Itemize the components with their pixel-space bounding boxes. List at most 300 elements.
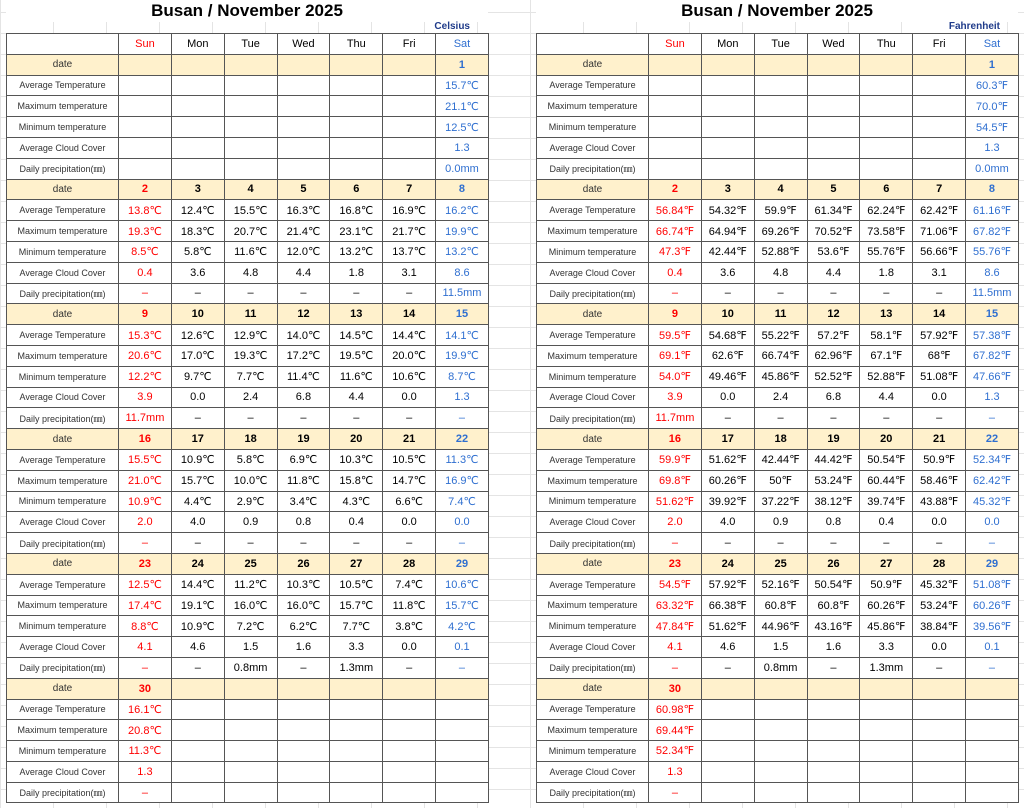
value-cell[interactable] (649, 158, 702, 179)
value-cell[interactable]: 6.8 (277, 387, 330, 408)
value-cell[interactable]: 1.3 (436, 137, 489, 158)
date-cell[interactable] (277, 54, 330, 75)
value-cell[interactable]: 0.0 (436, 512, 489, 533)
value-cell[interactable] (436, 720, 489, 741)
value-cell[interactable] (807, 117, 860, 138)
value-cell[interactable] (277, 96, 330, 117)
row-label[interactable]: Maximum temperature (7, 595, 119, 616)
value-cell[interactable]: 52.34℉ (649, 741, 702, 762)
value-cell[interactable] (913, 75, 966, 96)
value-cell[interactable] (754, 761, 807, 782)
value-cell[interactable] (754, 75, 807, 96)
value-cell[interactable]: 1.6 (277, 637, 330, 658)
value-cell[interactable]: 21.0℃ (119, 470, 172, 491)
value-cell[interactable]: 0.0 (701, 387, 754, 408)
row-label[interactable]: date (537, 304, 649, 325)
value-cell[interactable]: 1.5 (224, 637, 277, 658)
value-cell[interactable]: 6.6℃ (383, 491, 436, 512)
value-cell[interactable]: 52.88℉ (860, 366, 913, 387)
value-cell[interactable] (701, 699, 754, 720)
value-cell[interactable]: 63.32℉ (649, 595, 702, 616)
value-cell[interactable]: 15.7℃ (171, 470, 224, 491)
value-cell[interactable]: 0.8mm (224, 657, 277, 678)
value-cell[interactable] (383, 761, 436, 782)
row-label[interactable]: Minimum temperature (537, 366, 649, 387)
value-cell[interactable]: 0.9 (224, 512, 277, 533)
row-label[interactable]: Average Cloud Cover (537, 761, 649, 782)
value-cell[interactable]: 55.22℉ (754, 325, 807, 346)
value-cell[interactable]: 50.54℉ (807, 574, 860, 595)
date-cell[interactable] (277, 678, 330, 699)
value-cell[interactable] (277, 782, 330, 803)
value-cell[interactable]: 4.0 (171, 512, 224, 533)
date-cell[interactable] (383, 54, 436, 75)
value-cell[interactable]: 38.12℉ (807, 491, 860, 512)
value-cell[interactable] (701, 158, 754, 179)
value-cell[interactable]: 62.6℉ (701, 345, 754, 366)
value-cell[interactable]: 57.38℉ (966, 325, 1019, 346)
value-cell[interactable]: 4.0 (701, 512, 754, 533)
value-cell[interactable] (754, 782, 807, 803)
weekday-header-cell[interactable]: Sat (436, 34, 489, 55)
date-cell[interactable]: 21 (383, 429, 436, 450)
row-label[interactable]: Average Temperature (7, 325, 119, 346)
value-cell[interactable]: – (383, 408, 436, 429)
row-label[interactable]: Minimum temperature (7, 491, 119, 512)
value-cell[interactable]: 12.9℃ (224, 325, 277, 346)
date-cell[interactable] (119, 54, 172, 75)
value-cell[interactable]: 8.8℃ (119, 616, 172, 637)
value-cell[interactable] (383, 75, 436, 96)
row-label[interactable]: Maximum temperature (537, 470, 649, 491)
value-cell[interactable]: 50.54℉ (860, 449, 913, 470)
value-cell[interactable]: 69.8℉ (649, 470, 702, 491)
value-cell[interactable] (224, 137, 277, 158)
value-cell[interactable]: 4.6 (701, 637, 754, 658)
value-cell[interactable]: 3.9 (649, 387, 702, 408)
date-cell[interactable]: 14 (383, 304, 436, 325)
date-cell[interactable]: 16 (119, 429, 172, 450)
value-cell[interactable]: 50℉ (754, 470, 807, 491)
value-cell[interactable]: 21.4℃ (277, 221, 330, 242)
date-cell[interactable]: 20 (860, 429, 913, 450)
value-cell[interactable]: 60.8℉ (807, 595, 860, 616)
date-cell[interactable]: 9 (649, 304, 702, 325)
date-cell[interactable]: 3 (701, 179, 754, 200)
value-cell[interactable]: – (966, 408, 1019, 429)
value-cell[interactable]: 10.5℃ (383, 449, 436, 470)
value-cell[interactable] (383, 96, 436, 117)
value-cell[interactable]: – (119, 283, 172, 304)
row-label[interactable]: Maximum temperature (537, 221, 649, 242)
value-cell[interactable]: 0.0 (966, 512, 1019, 533)
value-cell[interactable]: 1.3 (436, 387, 489, 408)
value-cell[interactable]: 66.74℉ (754, 345, 807, 366)
date-cell[interactable] (966, 678, 1019, 699)
value-cell[interactable]: 3.8℃ (383, 616, 436, 637)
value-cell[interactable] (383, 741, 436, 762)
value-cell[interactable]: 15.7℃ (330, 595, 383, 616)
value-cell[interactable]: 15.5℃ (224, 200, 277, 221)
value-cell[interactable]: 53.24℉ (807, 470, 860, 491)
value-cell[interactable] (383, 137, 436, 158)
weekday-header-cell[interactable]: Sun (119, 34, 172, 55)
value-cell[interactable]: 0.0 (913, 637, 966, 658)
value-cell[interactable]: 56.66℉ (913, 241, 966, 262)
row-label[interactable]: Minimum temperature (537, 616, 649, 637)
value-cell[interactable]: 10.9℃ (171, 449, 224, 470)
date-cell[interactable]: 12 (277, 304, 330, 325)
value-cell[interactable]: 0.0 (913, 387, 966, 408)
value-cell[interactable]: 42.44℉ (754, 449, 807, 470)
row-label[interactable]: Daily precipitation(㎜) (537, 158, 649, 179)
value-cell[interactable] (171, 117, 224, 138)
value-cell[interactable]: 57.92℉ (913, 325, 966, 346)
value-cell[interactable]: 0.4 (860, 512, 913, 533)
date-cell[interactable]: 13 (860, 304, 913, 325)
value-cell[interactable] (701, 720, 754, 741)
value-cell[interactable]: 69.44℉ (649, 720, 702, 741)
value-cell[interactable]: 18.3℃ (171, 221, 224, 242)
date-cell[interactable]: 24 (701, 553, 754, 574)
value-cell[interactable]: 54.5℉ (966, 117, 1019, 138)
value-cell[interactable] (171, 96, 224, 117)
value-cell[interactable]: 62.96℉ (807, 345, 860, 366)
date-cell[interactable] (224, 678, 277, 699)
value-cell[interactable]: 51.62℉ (649, 491, 702, 512)
value-cell[interactable]: – (860, 408, 913, 429)
value-cell[interactable]: 3.9 (119, 387, 172, 408)
value-cell[interactable] (383, 699, 436, 720)
value-cell[interactable]: 0.0 (171, 387, 224, 408)
value-cell[interactable] (383, 117, 436, 138)
value-cell[interactable]: 45.32℉ (966, 491, 1019, 512)
value-cell[interactable]: – (649, 533, 702, 554)
date-cell[interactable] (860, 54, 913, 75)
weekday-header-cell[interactable]: Fri (383, 34, 436, 55)
value-cell[interactable]: – (383, 283, 436, 304)
value-cell[interactable]: 0.8 (807, 512, 860, 533)
value-cell[interactable]: 68℉ (913, 345, 966, 366)
value-cell[interactable]: 50.9℉ (913, 449, 966, 470)
value-cell[interactable]: – (913, 533, 966, 554)
value-cell[interactable]: 20.6℃ (119, 345, 172, 366)
date-cell[interactable] (224, 54, 277, 75)
value-cell[interactable]: 70.52℉ (807, 221, 860, 242)
value-cell[interactable] (119, 117, 172, 138)
value-cell[interactable] (119, 137, 172, 158)
value-cell[interactable] (913, 137, 966, 158)
value-cell[interactable] (171, 699, 224, 720)
value-cell[interactable]: 10.5℃ (330, 574, 383, 595)
row-label[interactable]: Maximum temperature (7, 96, 119, 117)
value-cell[interactable] (330, 158, 383, 179)
value-cell[interactable]: 61.16℉ (966, 200, 1019, 221)
value-cell[interactable]: 10.6℃ (436, 574, 489, 595)
row-label[interactable]: date (537, 179, 649, 200)
value-cell[interactable] (171, 782, 224, 803)
value-cell[interactable]: 14.1℃ (436, 325, 489, 346)
value-cell[interactable]: 4.2℃ (436, 616, 489, 637)
value-cell[interactable] (913, 741, 966, 762)
row-label[interactable]: Minimum temperature (537, 117, 649, 138)
value-cell[interactable] (171, 75, 224, 96)
value-cell[interactable]: 0.0mm (436, 158, 489, 179)
value-cell[interactable]: 51.08℉ (913, 366, 966, 387)
row-label[interactable]: Maximum temperature (7, 720, 119, 741)
value-cell[interactable] (754, 117, 807, 138)
value-cell[interactable]: 15.7℃ (436, 75, 489, 96)
value-cell[interactable]: 17.2℃ (277, 345, 330, 366)
value-cell[interactable]: 16.9℃ (436, 470, 489, 491)
row-label[interactable]: date (7, 304, 119, 325)
value-cell[interactable]: 7.7℃ (224, 366, 277, 387)
row-label[interactable]: Maximum temperature (7, 345, 119, 366)
value-cell[interactable]: – (436, 657, 489, 678)
value-cell[interactable]: 61.34℉ (807, 200, 860, 221)
row-label[interactable]: Minimum temperature (7, 241, 119, 262)
value-cell[interactable]: 3.6 (171, 262, 224, 283)
row-label[interactable]: Minimum temperature (7, 741, 119, 762)
date-cell[interactable]: 7 (383, 179, 436, 200)
value-cell[interactable]: – (277, 283, 330, 304)
value-cell[interactable]: 11.3℃ (119, 741, 172, 762)
value-cell[interactable]: 59.5℉ (649, 325, 702, 346)
date-cell[interactable]: 22 (436, 429, 489, 450)
value-cell[interactable]: – (913, 283, 966, 304)
value-cell[interactable] (807, 782, 860, 803)
value-cell[interactable]: 3.4℃ (277, 491, 330, 512)
date-cell[interactable]: 1 (436, 54, 489, 75)
value-cell[interactable]: 13.8℃ (119, 200, 172, 221)
value-cell[interactable] (171, 720, 224, 741)
value-cell[interactable]: 0.8mm (754, 657, 807, 678)
value-cell[interactable] (649, 117, 702, 138)
value-cell[interactable]: 15.7℃ (436, 595, 489, 616)
value-cell[interactable]: 0.8 (277, 512, 330, 533)
value-cell[interactable]: 1.5 (754, 637, 807, 658)
value-cell[interactable]: 11.2℃ (224, 574, 277, 595)
row-label[interactable]: Average Temperature (537, 325, 649, 346)
value-cell[interactable]: 11.5mm (436, 283, 489, 304)
value-cell[interactable]: 43.88℉ (913, 491, 966, 512)
value-cell[interactable]: 11.6℃ (330, 366, 383, 387)
value-cell[interactable]: 45.86℉ (754, 366, 807, 387)
value-cell[interactable] (860, 782, 913, 803)
value-cell[interactable]: – (171, 657, 224, 678)
value-cell[interactable]: 1.8 (860, 262, 913, 283)
corner-cell[interactable] (537, 34, 649, 55)
date-cell[interactable]: 2 (119, 179, 172, 200)
value-cell[interactable] (224, 75, 277, 96)
value-cell[interactable]: 20.0℃ (383, 345, 436, 366)
value-cell[interactable]: 16.2℃ (436, 200, 489, 221)
weekday-header-cell[interactable]: Wed (277, 34, 330, 55)
row-label[interactable]: Daily precipitation(㎜) (7, 408, 119, 429)
value-cell[interactable]: 12.2℃ (119, 366, 172, 387)
value-cell[interactable]: 14.4℃ (383, 325, 436, 346)
value-cell[interactable] (701, 137, 754, 158)
value-cell[interactable] (754, 741, 807, 762)
value-cell[interactable]: – (649, 657, 702, 678)
value-cell[interactable] (701, 782, 754, 803)
value-cell[interactable]: 1.3mm (860, 657, 913, 678)
value-cell[interactable]: 8.5℃ (119, 241, 172, 262)
value-cell[interactable] (224, 158, 277, 179)
value-cell[interactable] (330, 137, 383, 158)
value-cell[interactable]: 19.1℃ (171, 595, 224, 616)
value-cell[interactable]: 42.44℉ (701, 241, 754, 262)
value-cell[interactable]: 44.96℉ (754, 616, 807, 637)
date-cell[interactable] (171, 678, 224, 699)
weekday-header-cell[interactable]: Tue (754, 34, 807, 55)
value-cell[interactable] (966, 741, 1019, 762)
row-label[interactable]: date (7, 678, 119, 699)
value-cell[interactable]: 4.4 (860, 387, 913, 408)
value-cell[interactable]: 0.4 (119, 262, 172, 283)
value-cell[interactable] (807, 741, 860, 762)
value-cell[interactable]: 60.26℉ (860, 595, 913, 616)
row-label[interactable]: Average Cloud Cover (7, 512, 119, 533)
row-label[interactable]: Daily precipitation(㎜) (537, 408, 649, 429)
value-cell[interactable]: 2.4 (224, 387, 277, 408)
value-cell[interactable]: 55.76℉ (966, 241, 1019, 262)
value-cell[interactable]: – (171, 408, 224, 429)
value-cell[interactable]: 43.16℉ (807, 616, 860, 637)
value-cell[interactable] (119, 158, 172, 179)
value-cell[interactable]: 12.5℃ (436, 117, 489, 138)
weekday-header-cell[interactable]: Thu (330, 34, 383, 55)
value-cell[interactable]: – (383, 657, 436, 678)
value-cell[interactable] (701, 741, 754, 762)
value-cell[interactable]: 19.5℃ (330, 345, 383, 366)
value-cell[interactable]: 59.9℉ (754, 200, 807, 221)
value-cell[interactable]: 60.98℉ (649, 699, 702, 720)
value-cell[interactable]: 1.3 (649, 761, 702, 782)
value-cell[interactable]: 16.9℃ (383, 200, 436, 221)
value-cell[interactable] (649, 75, 702, 96)
value-cell[interactable]: 6.2℃ (277, 616, 330, 637)
value-cell[interactable] (224, 720, 277, 741)
row-label[interactable]: Average Cloud Cover (7, 637, 119, 658)
value-cell[interactable] (701, 96, 754, 117)
row-label[interactable]: date (537, 678, 649, 699)
date-cell[interactable]: 4 (224, 179, 277, 200)
value-cell[interactable]: – (277, 408, 330, 429)
value-cell[interactable]: 44.42℉ (807, 449, 860, 470)
date-cell[interactable]: 19 (277, 429, 330, 450)
value-cell[interactable]: 39.74℉ (860, 491, 913, 512)
value-cell[interactable] (913, 699, 966, 720)
date-cell[interactable] (701, 54, 754, 75)
value-cell[interactable] (224, 741, 277, 762)
value-cell[interactable]: 6.9℃ (277, 449, 330, 470)
value-cell[interactable]: 16.0℃ (224, 595, 277, 616)
value-cell[interactable]: 0.1 (966, 637, 1019, 658)
value-cell[interactable] (277, 720, 330, 741)
value-cell[interactable] (754, 158, 807, 179)
value-cell[interactable]: 21.7℃ (383, 221, 436, 242)
value-cell[interactable]: 67.82℉ (966, 345, 1019, 366)
value-cell[interactable]: 0.0 (383, 387, 436, 408)
value-cell[interactable]: 15.8℃ (330, 470, 383, 491)
value-cell[interactable]: 62.24℉ (860, 200, 913, 221)
row-label[interactable]: Average Cloud Cover (537, 387, 649, 408)
value-cell[interactable] (649, 96, 702, 117)
row-label[interactable]: Average Temperature (7, 200, 119, 221)
value-cell[interactable] (913, 782, 966, 803)
date-cell[interactable]: 30 (119, 678, 172, 699)
date-cell[interactable] (807, 54, 860, 75)
date-cell[interactable]: 5 (807, 179, 860, 200)
row-label[interactable]: Average Cloud Cover (7, 137, 119, 158)
value-cell[interactable] (966, 699, 1019, 720)
value-cell[interactable]: 56.84℉ (649, 200, 702, 221)
value-cell[interactable]: 0.9 (754, 512, 807, 533)
value-cell[interactable]: 49.46℉ (701, 366, 754, 387)
row-label[interactable]: Average Temperature (537, 200, 649, 221)
date-cell[interactable]: 4 (754, 179, 807, 200)
row-label[interactable]: Daily precipitation(㎜) (537, 283, 649, 304)
row-label[interactable]: Average Temperature (7, 699, 119, 720)
value-cell[interactable]: – (754, 283, 807, 304)
value-cell[interactable] (277, 117, 330, 138)
value-cell[interactable] (860, 96, 913, 117)
value-cell[interactable]: – (966, 657, 1019, 678)
date-cell[interactable]: 19 (807, 429, 860, 450)
value-cell[interactable]: 60.26℉ (701, 470, 754, 491)
value-cell[interactable] (913, 158, 966, 179)
value-cell[interactable]: – (649, 782, 702, 803)
value-cell[interactable] (807, 720, 860, 741)
value-cell[interactable]: 16.0℃ (277, 595, 330, 616)
date-cell[interactable]: 20 (330, 429, 383, 450)
value-cell[interactable]: 9.7℃ (171, 366, 224, 387)
row-label[interactable]: Maximum temperature (7, 221, 119, 242)
value-cell[interactable] (119, 75, 172, 96)
value-cell[interactable] (860, 720, 913, 741)
value-cell[interactable]: 51.62℉ (701, 449, 754, 470)
value-cell[interactable]: 11.4℃ (277, 366, 330, 387)
value-cell[interactable]: 7.7℃ (330, 616, 383, 637)
value-cell[interactable]: 38.84℉ (913, 616, 966, 637)
value-cell[interactable]: – (649, 283, 702, 304)
value-cell[interactable]: 14.5℃ (330, 325, 383, 346)
value-cell[interactable]: 0.0 (383, 512, 436, 533)
date-cell[interactable] (913, 54, 966, 75)
date-cell[interactable]: 7 (913, 179, 966, 200)
value-cell[interactable]: 1.3 (966, 137, 1019, 158)
value-cell[interactable]: 64.94℉ (701, 221, 754, 242)
date-cell[interactable]: 22 (966, 429, 1019, 450)
value-cell[interactable]: 17.4℃ (119, 595, 172, 616)
value-cell[interactable]: 17.0℃ (171, 345, 224, 366)
date-cell[interactable] (436, 678, 489, 699)
date-cell[interactable]: 11 (754, 304, 807, 325)
value-cell[interactable] (277, 137, 330, 158)
value-cell[interactable] (277, 741, 330, 762)
date-cell[interactable]: 23 (649, 553, 702, 574)
date-cell[interactable]: 11 (224, 304, 277, 325)
date-cell[interactable]: 9 (119, 304, 172, 325)
value-cell[interactable] (754, 720, 807, 741)
value-cell[interactable]: – (224, 283, 277, 304)
value-cell[interactable] (807, 75, 860, 96)
row-label[interactable]: Average Cloud Cover (537, 637, 649, 658)
value-cell[interactable] (436, 761, 489, 782)
value-cell[interactable]: 11.6℃ (224, 241, 277, 262)
value-cell[interactable]: 21.1℃ (436, 96, 489, 117)
